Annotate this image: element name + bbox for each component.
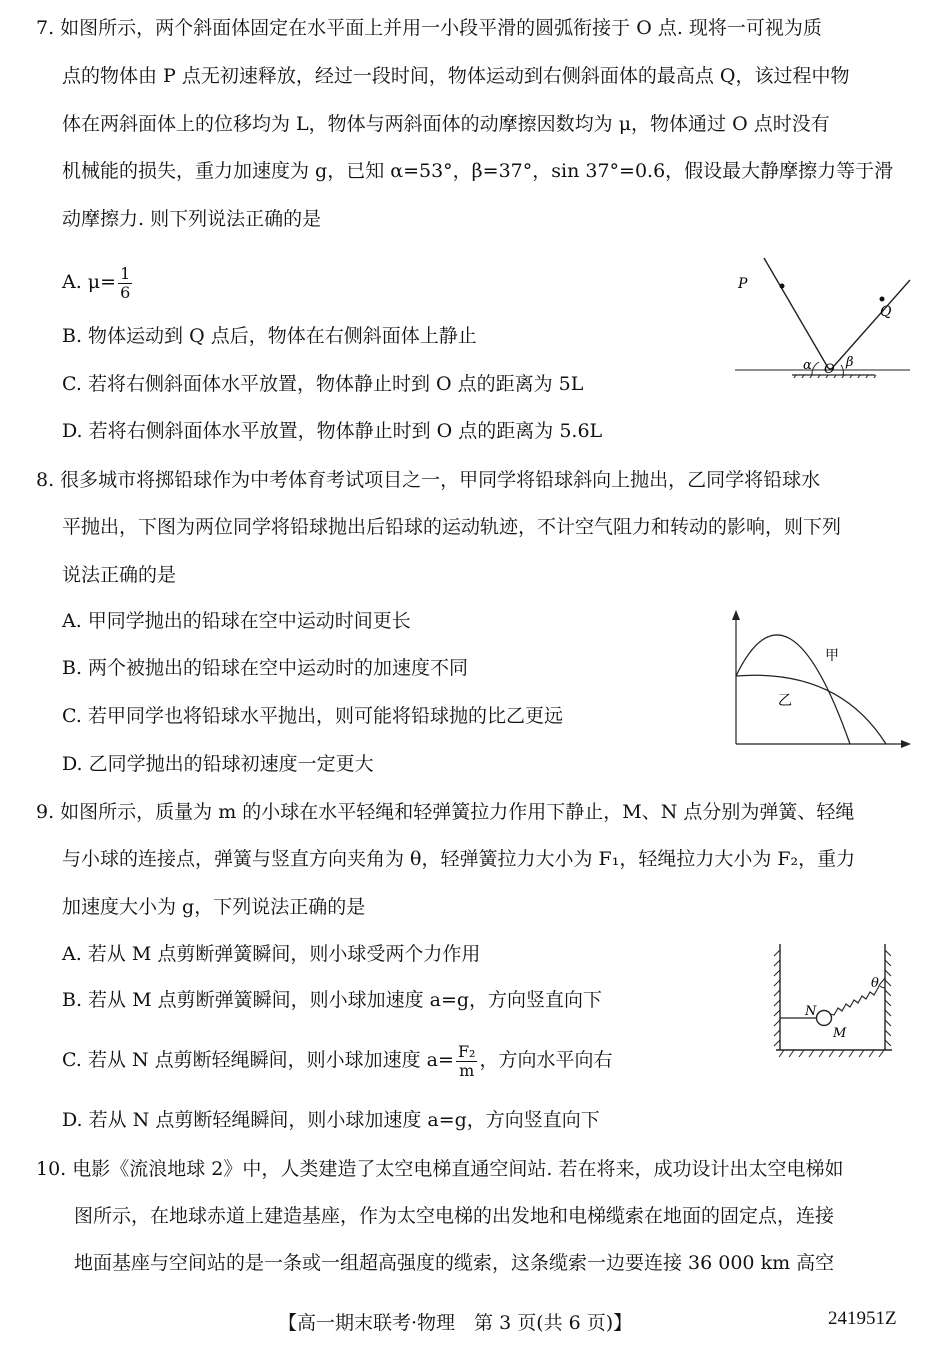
fraction: $\frac{1}{6}$: [120, 263, 131, 302]
q9-option-d: D. 若从 N 点剪断轻绳瞬间，则小球加速度 a=g，方向竖直向下: [62, 1109, 600, 1131]
left-wall-hatch: [774, 950, 780, 1046]
q8-option-a: A. 甲同学抛出的铅球在空中运动时间更长: [62, 610, 411, 632]
q9-line-2: 与小球的连接点，弹簧与竖直方向夹角为 θ，轻弹簧拉力大小为 F₁，轻绳拉力大小为 F₂，重力: [62, 848, 856, 870]
q10-line-3: 地面基座与空间站的是一条或一组超高强度的缆索，这条缆索一边要连接 36 000 km 高空: [74, 1252, 835, 1274]
y-axis-arrow: [732, 610, 740, 620]
fraction: $\frac{\text{F₂}}{m}$: [457, 1041, 476, 1080]
q8-line-2: 平抛出，下图为两位同学将铅球抛出后铅球的运动轨迹，不计空气阻力和转动的影响，则下列: [62, 516, 842, 538]
label-jia: 甲: [825, 648, 839, 664]
label-m: M: [833, 1026, 847, 1041]
theta-arc: [880, 986, 885, 988]
point-q: [880, 297, 885, 302]
q9-line-1: 9. 如图所示，质量为 m 的小球在水平轻绳和轻弹簧拉力作用下静止，M、N 点分别为弹簧、轻绳: [36, 801, 855, 823]
q8-trajectory-figure: [728, 608, 913, 748]
right-wall-hatch: [885, 950, 891, 1046]
q9-spring-figure: [768, 938, 913, 1064]
q7-incline-figure: [730, 248, 915, 378]
q7-line-5: 动摩擦力. 则下列说法正确的是: [62, 208, 322, 230]
point-p: [780, 284, 785, 289]
q7-option-b: B. 物体运动到 Q 点后，物体在右侧斜面体上静止: [62, 325, 477, 347]
trajectory-yi: [736, 675, 886, 744]
q10-line-1: 10. 电影《流浪地球 2》中，人类建造了太空电梯直通空间站. 若在将来，成功设计出太空电梯如: [36, 1158, 844, 1180]
q7-line-4: 机械能的损失，重力加速度为 g，已知 α=53°，β=37°，sin 37°=0.6，假设最大静摩擦力等于滑: [62, 160, 894, 182]
q8-option-c: C. 若甲同学也将铅球水平抛出，则可能将铅球抛的比乙更远: [62, 705, 563, 727]
q9-option-c: C. 若从 N 点剪断轻绳瞬间，则小球加速度 a= $\frac{\text{F₂}}{m}$ ，方向水平向右: [62, 1041, 613, 1080]
label-q: Q: [880, 304, 892, 320]
q8-line-1: 8. 很多城市将掷铅球作为中考体育考试项目之一，甲同学将铅球斜向上抛出，乙同学将铅球水: [36, 469, 821, 491]
q9-option-b: B. 若从 M 点剪断弹簧瞬间，则小球加速度 a=g，方向竖直向下: [62, 989, 603, 1011]
q10-line-2: 图所示，在地球赤道上建造基座，作为太空电梯的出发地和电梯缆索在地面的固定点，连接: [74, 1205, 835, 1227]
q9-line-3: 加速度大小为 g，下列说法正确的是: [62, 896, 366, 918]
q7-line-3: 体在两斜面体上的位移均为 L，物体与两斜面体的动摩擦因数均为 μ，物体通过 O 点时没有: [62, 113, 830, 135]
q7-line-2: 点的物体由 P 点无初速释放，经过一段时间，物体运动到右侧斜面体的最高点 Q，该过程中物: [62, 65, 850, 87]
q7-option-d: D. 若将右侧斜面体水平放置，物体静止时到 O 点的距离为 5.6L: [62, 420, 603, 442]
label-alpha: α: [803, 358, 812, 373]
q8-option-b: B. 两个被抛出的铅球在空中运动时的加速度不同: [62, 657, 469, 679]
page-footer-title: 【高一期末联考·物理 第 3 页(共 6 页)】: [278, 1312, 633, 1334]
label-theta: θ: [871, 976, 879, 991]
ball: [817, 1011, 832, 1026]
floor-hatch: [779, 1050, 884, 1057]
label-n: N: [805, 1004, 817, 1019]
label-o: O: [824, 362, 835, 377]
page-footer-code: 241951Z: [828, 1308, 897, 1329]
q8-option-d: D. 乙同学抛出的铅球初速度一定更大: [62, 753, 374, 775]
label-p: P: [738, 276, 748, 292]
q7-option-a: A. μ= $\frac{1}{6}$: [62, 263, 131, 302]
q9-option-a: A. 若从 M 点剪断弹簧瞬间，则小球受两个力作用: [62, 943, 481, 965]
label-yi: 乙: [778, 693, 792, 709]
left-incline: [764, 258, 827, 366]
right-incline: [834, 280, 910, 366]
alpha-arc: [812, 362, 819, 375]
label-beta: β: [846, 355, 854, 370]
q7-option-c: C. 若将右侧斜面体水平放置，物体静止时到 O 点的距离为 5L: [62, 373, 584, 395]
x-axis-arrow: [901, 740, 911, 748]
q8-line-3: 说法正确的是: [62, 564, 177, 586]
q7-line-1: 7. 如图所示，两个斜面体固定在水平面上并用一小段平滑的圆弧衔接于 O 点. 现将一可视为质: [36, 17, 822, 39]
